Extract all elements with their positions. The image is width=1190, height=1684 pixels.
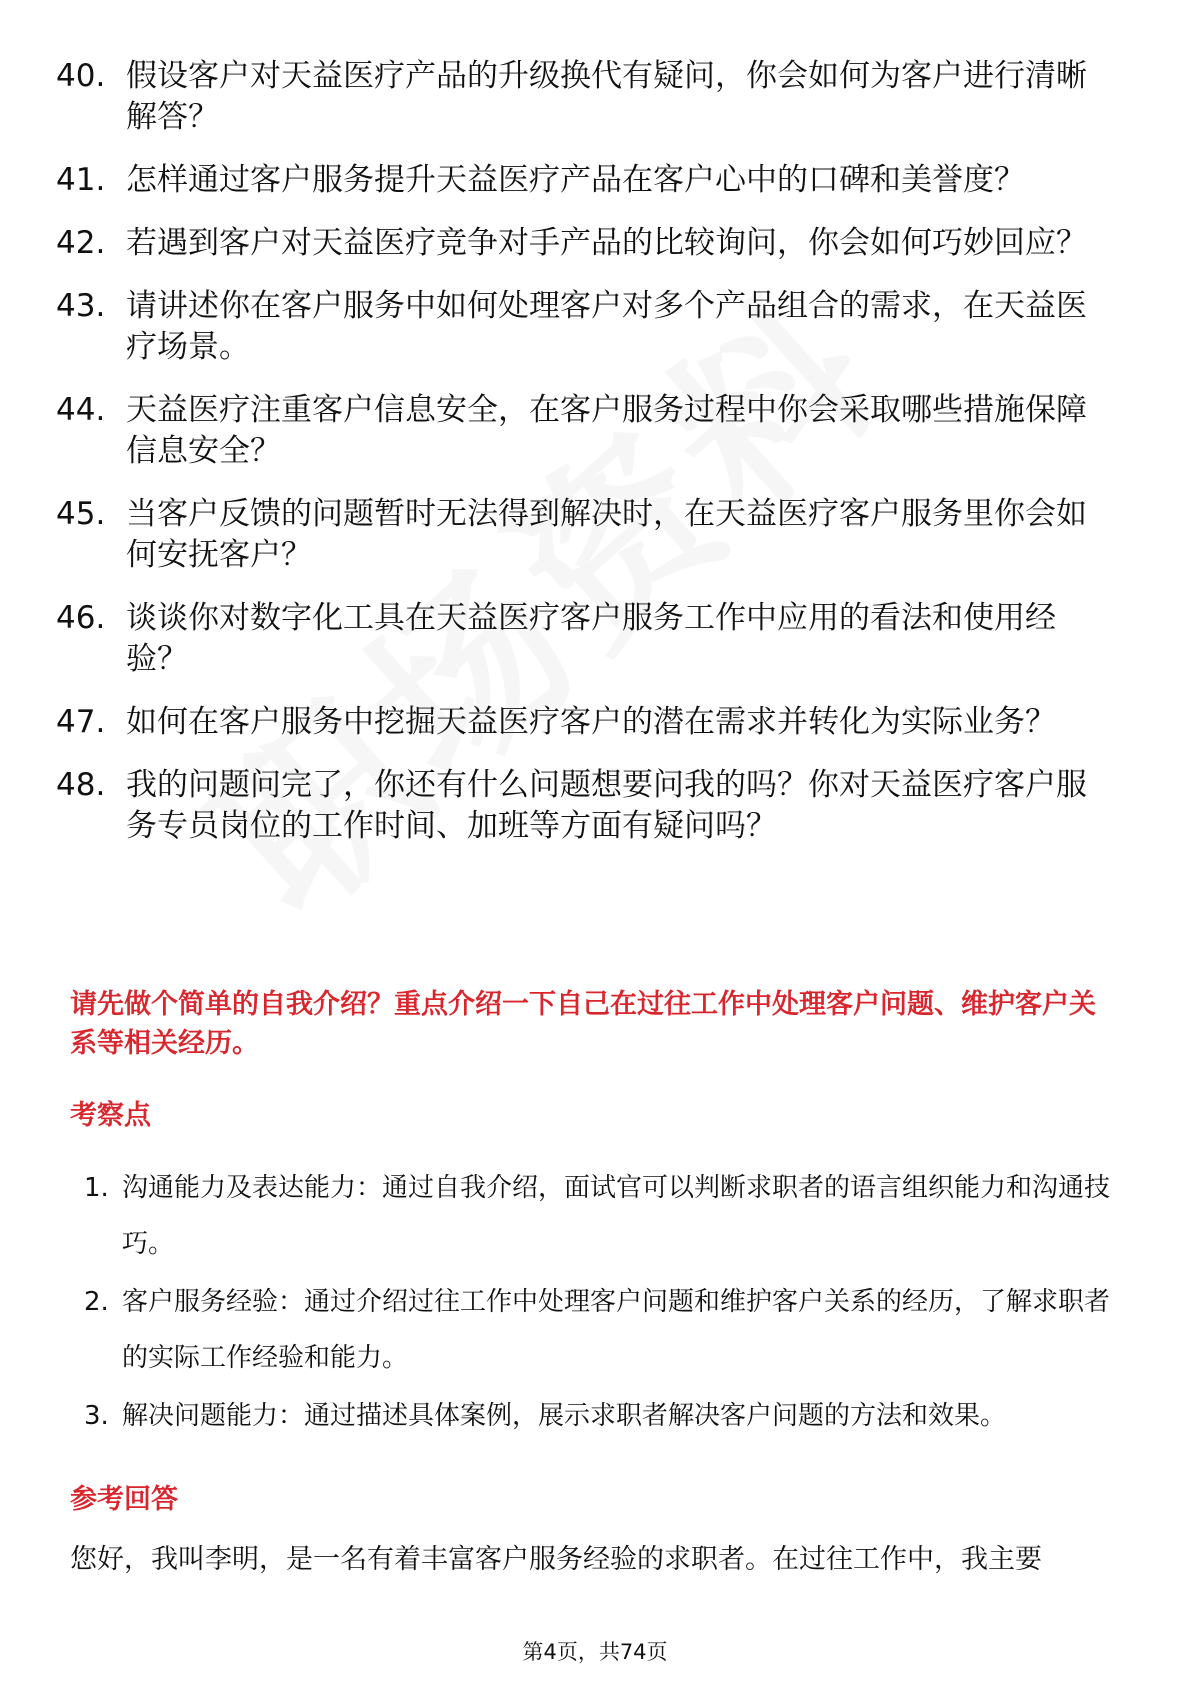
question-text: 谈谈你对数字化工具在天益医疗客户服务工作中应用的看法和使用经验？	[126, 600, 1056, 677]
question-text: 天益医疗注重客户信息安全，在客户服务过程中你会采取哪些措施保障信息安全？	[126, 392, 1087, 469]
list-item	[56, 702, 1116, 743]
list-item	[84, 1388, 1124, 1444]
list-item	[56, 223, 1116, 264]
question-number: 46.	[56, 600, 106, 636]
assessment-points-list	[84, 1160, 1124, 1446]
section-title-reference-answer: 参考回答	[70, 1484, 178, 1515]
point-number: 1.	[84, 1173, 109, 1203]
point-text: 沟通能力及表达能力：通过自我介绍，面试官可以判断求职者的语言组织能力和沟通技巧。	[122, 1173, 1111, 1259]
question-number: 40.	[56, 58, 106, 94]
main-question-heading: 请先做个简单的自我介绍？重点介绍一下自己在过往工作中处理客户问题、维护客户关系等相关经历。	[70, 989, 1096, 1059]
list-item	[56, 56, 1116, 138]
question-number: 43.	[56, 288, 106, 324]
question-text: 如何在客户服务中挖掘天益医疗客户的潜在需求并转化为实际业务？	[126, 704, 1056, 740]
question-text: 我的问题问完了，你还有什么问题想要问我的吗？你对天益医疗客户服务专员岗位的工作时间、加班等方面有疑问吗？	[126, 767, 1087, 844]
list-item	[56, 390, 1116, 472]
point-text: 客户服务经验：通过介绍过往工作中处理客户问题和维护客户关系的经历，了解求职者的实际工作经验和能力。	[122, 1287, 1111, 1373]
list-item	[56, 494, 1116, 576]
question-number: 48.	[56, 767, 106, 803]
list-item	[84, 1274, 1124, 1386]
reference-answer-text: 您好，我叫李明，是一名有着丰富客户服务经验的求职者。在过往工作中，我主要	[70, 1544, 1042, 1575]
question-number: 44.	[56, 392, 106, 428]
list-item	[84, 1160, 1124, 1272]
page-footer: 第4页，共74页	[522, 1640, 668, 1664]
question-number: 45.	[56, 496, 106, 532]
question-text: 假设客户对天益医疗产品的升级换代有疑问，你会如何为客户进行清晰解答？	[126, 58, 1087, 135]
question-text: 若遇到客户对天益医疗竞争对手产品的比较询问，你会如何巧妙回应？	[126, 225, 1087, 261]
question-text: 怎样通过客户服务提升天益医疗产品在客户心中的口碑和美誉度？	[126, 162, 1025, 198]
point-number: 2.	[84, 1287, 109, 1317]
list-item	[56, 286, 1116, 368]
question-text: 当客户反馈的问题暂时无法得到解决时，在天益医疗客户服务里你会如何安抚客户？	[126, 496, 1087, 573]
question-number: 47.	[56, 704, 106, 740]
list-item	[56, 765, 1116, 847]
list-item	[56, 160, 1116, 201]
list-item	[56, 598, 1116, 680]
point-number: 3.	[84, 1401, 109, 1431]
section-title-assessment: 考察点	[70, 1100, 151, 1131]
point-text: 解决问题能力：通过描述具体案例，展示求职者解决客户问题的方法和效果。	[122, 1401, 1007, 1431]
question-list	[56, 56, 1116, 869]
question-number: 41.	[56, 162, 106, 198]
question-text: 请讲述你在客户服务中如何处理客户对多个产品组合的需求，在天益医疗场景。	[126, 288, 1087, 365]
question-number: 42.	[56, 225, 106, 261]
